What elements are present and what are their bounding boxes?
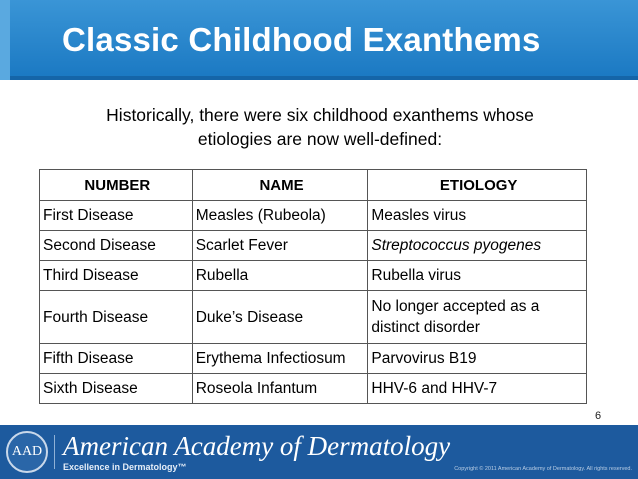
intro-line-2: etiologies are now well-defined:	[197, 129, 443, 149]
cell-etiology: HHV-6 and HHV-7	[368, 374, 587, 404]
cell-etiology: No longer accepted as a distinct disorder	[368, 291, 587, 344]
intro-text	[60, 103, 580, 151]
cell-name: Duke’s Disease	[192, 291, 368, 344]
footer-bar	[0, 425, 638, 479]
title-bar	[0, 0, 638, 80]
cell-etiology: Measles virus	[368, 201, 587, 231]
cell-name: Measles (Rubeola)	[192, 201, 368, 231]
organization-tagline: Excellence in Dermatology™	[63, 462, 187, 472]
cell-number: Fourth Disease	[40, 291, 193, 344]
cell-name: Erythema Infectiosum	[192, 344, 368, 374]
copyright-notice: Copyright © 2011 American Academy of Dermatology. All rights reserved.	[454, 466, 632, 472]
cell-number: Third Disease	[40, 261, 193, 291]
cell-number: First Disease	[40, 201, 193, 231]
table-row	[40, 374, 587, 404]
cell-etiology: Streptococcus pyogenes	[368, 231, 587, 261]
table-row	[40, 201, 587, 231]
cell-number: Second Disease	[40, 231, 193, 261]
exanthems-table	[39, 169, 587, 404]
table-header-row	[40, 170, 587, 201]
page-number: 6	[595, 410, 602, 422]
cell-name: Rubella	[192, 261, 368, 291]
cell-etiology: Rubella virus	[368, 261, 587, 291]
table-row	[40, 261, 587, 291]
cell-name: Roseola Infantum	[192, 374, 368, 404]
title-bar-edge	[0, 0, 10, 80]
table-row	[40, 344, 587, 374]
slide-title: Classic Childhood Exanthems	[62, 21, 541, 58]
cell-number: Sixth Disease	[40, 374, 193, 404]
intro-line-1: Historically, there were six childhood exanthems whose	[106, 105, 534, 125]
header-etiology: ETIOLOGY	[368, 170, 587, 201]
footer-divider	[54, 435, 55, 469]
cell-name: Scarlet Fever	[192, 231, 368, 261]
table-row	[40, 291, 587, 344]
aad-seal-logo: AAD	[6, 431, 48, 473]
header-name: NAME	[192, 170, 368, 201]
header-number: NUMBER	[40, 170, 193, 201]
table-row	[40, 231, 587, 261]
cell-number: Fifth Disease	[40, 344, 193, 374]
cell-etiology: Parvovirus B19	[368, 344, 587, 374]
organization-name: American Academy of Dermatology	[63, 431, 451, 461]
